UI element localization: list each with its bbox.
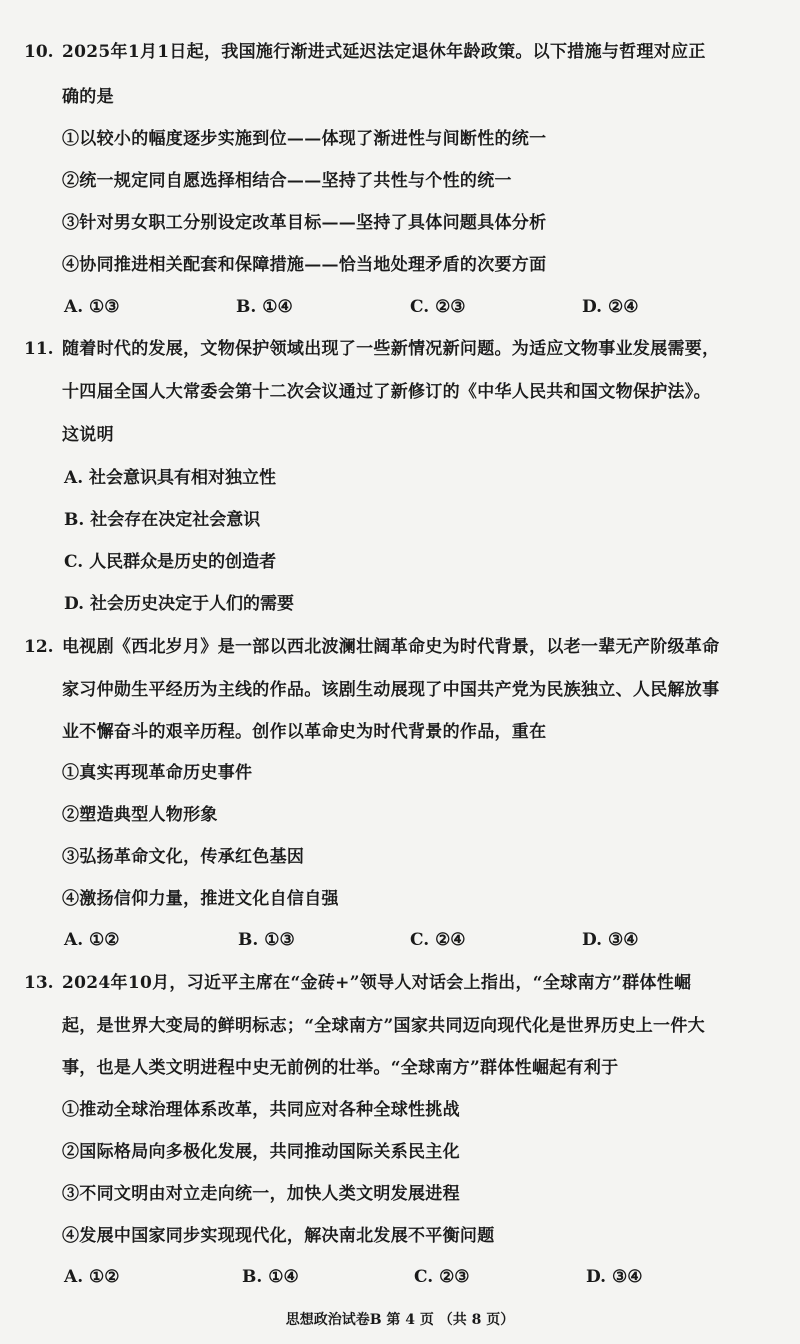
question-stem-line: 这说明 [62, 425, 114, 445]
statement: ④协同推进相关配套和保障措施——恰当地处理矛盾的次要方面 [62, 255, 547, 275]
choice-d: D. ③④ [586, 1267, 643, 1287]
choice-a: A. ①② [64, 930, 120, 950]
choice-a: A. ①② [64, 1267, 120, 1287]
question-stem-line: 2025年1月1日起，我国施行渐进式延迟法定退休年龄政策。以下措施与哲理对应正 [62, 42, 706, 62]
choice-c: C. ②③ [410, 297, 466, 317]
statement: ①真实再现革命历史事件 [62, 763, 253, 783]
question-stem-line: 电视剧《西北岁月》是一部以西北波澜壮阔革命史为时代背景，以老一辈无产阶级革命 [62, 637, 720, 657]
choice-b: B. ①③ [238, 930, 295, 950]
question-stem-line: 业不懈奋斗的艰辛历程。创作以革命史为时代背景的作品，重在 [62, 722, 547, 742]
page-footer: 思想政治试卷B 第 4 页 （共 8 页） [285, 1312, 515, 1328]
question-stem-line: 随着时代的发展，文物保护领域出现了一些新情况新问题。为适应文物事业发展需要， [62, 339, 720, 359]
question-number: 12. [24, 637, 54, 657]
choice-c: C. ②③ [414, 1267, 470, 1287]
statement: ③弘扬革命文化，传承红色基因 [62, 847, 305, 867]
choice-d: D. ③④ [582, 930, 639, 950]
statement: ④激扬信仰力量，推进文化自信自强 [62, 889, 339, 909]
choice-d: D. ②④ [582, 297, 639, 317]
question-stem-line: 十四届全国人大常委会第十二次会议通过了新修订的《中华人民共和国文物保护法》。 [62, 382, 711, 402]
question-number: 10. [24, 42, 54, 62]
choice-b: B. 社会存在决定社会意识 [64, 510, 261, 530]
choice-a: A. 社会意识具有相对独立性 [64, 468, 277, 488]
question-number: 13. [24, 973, 54, 993]
statement: ③针对男女职工分别设定改革目标——坚持了具体问题具体分析 [62, 213, 547, 233]
question-stem-line: 家习仲勋生平经历为主线的作品。该剧生动展现了中国共产党为民族独立、人民解放事 [62, 680, 720, 700]
question-stem-line: 事，也是人类文明进程中史无前例的壮举。“全球南方”群体性崛起有利于 [62, 1058, 619, 1078]
choice-c: C. ②④ [410, 930, 466, 950]
choice-b: B. ①④ [236, 297, 293, 317]
question-number: 11. [24, 339, 54, 359]
question-stem-line: 2024年10月，习近平主席在“金砖+”领导人对话会上指出，“全球南方”群体性崛 [62, 973, 692, 993]
choice-a: A. ①③ [64, 297, 120, 317]
statement: ④发展中国家同步实现现代化，解决南北发展不平衡问题 [62, 1226, 495, 1246]
statement: ③不同文明由对立走向统一，加快人类文明发展进程 [62, 1184, 460, 1204]
statement: ②国际格局向多极化发展，共同推动国际关系民主化 [62, 1142, 460, 1162]
statement: ②统一规定同自愿选择相结合——坚持了共性与个性的统一 [62, 171, 512, 191]
question-stem-line: 起，是世界大变局的鲜明标志；“全球南方”国家共同迈向现代化是世界历史上一件大 [62, 1016, 705, 1036]
choice-b: B. ①④ [242, 1267, 299, 1287]
statement: ②塑造典型人物形象 [62, 805, 218, 825]
question-stem-line: 确的是 [62, 87, 114, 107]
choice-c: C. 人民群众是历史的创造者 [64, 552, 277, 572]
choice-d: D. 社会历史决定于人们的需要 [64, 594, 294, 614]
statement: ①以较小的幅度逐步实施到位——体现了渐进性与间断性的统一 [62, 129, 547, 149]
statement: ①推动全球治理体系改革，共同应对各种全球性挑战 [62, 1100, 460, 1120]
